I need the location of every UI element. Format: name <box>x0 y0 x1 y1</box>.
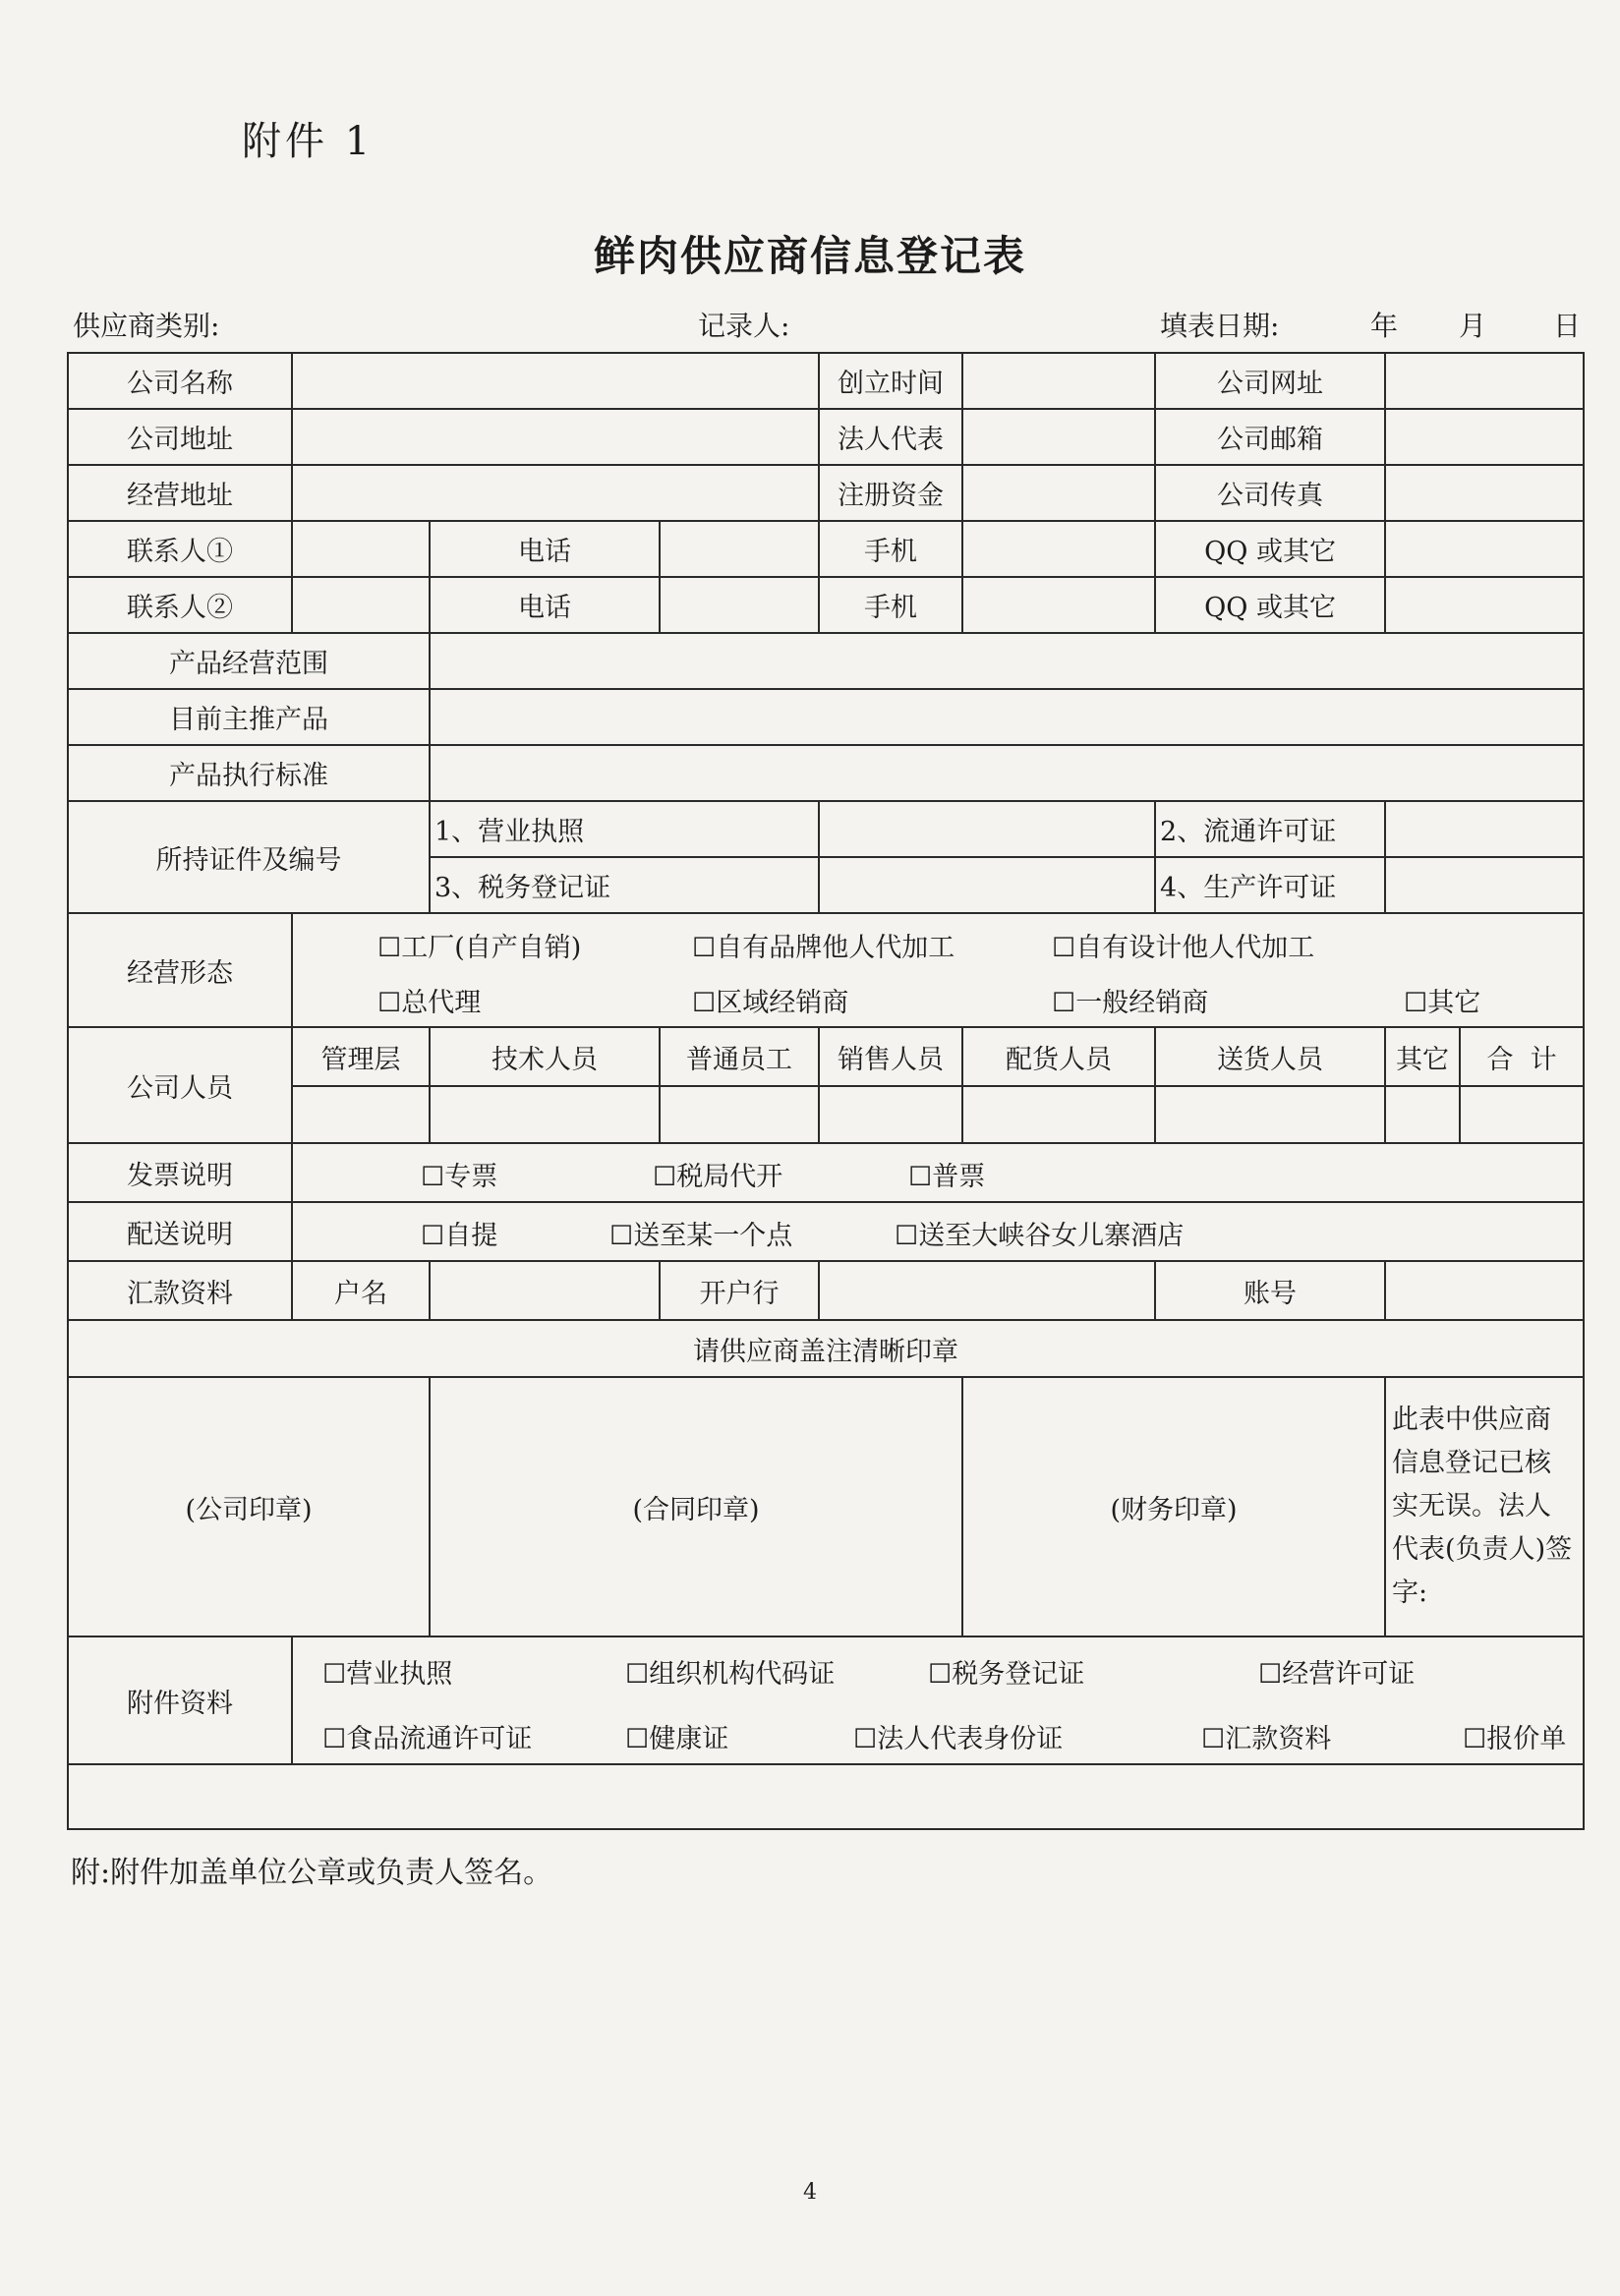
contact1-phone-field[interactable] <box>660 521 819 577</box>
contact1-mobile-field[interactable] <box>962 521 1155 577</box>
checkbox-remittance-info[interactable]: ☐ 汇款资料 <box>1201 1717 1331 1755</box>
contact1-field[interactable] <box>292 521 430 577</box>
legal-rep-field[interactable] <box>962 409 1155 465</box>
contact2-mobile-field[interactable] <box>962 577 1155 633</box>
contact1-qq-field[interactable] <box>1385 521 1584 577</box>
contact2-qq-label: QQ 或其它 <box>1155 577 1385 633</box>
contract-stamp-area[interactable]: (合同印章) <box>430 1377 962 1636</box>
staff-col-tech: 技术人员 <box>430 1027 660 1086</box>
staff-col-total: 合 计 <box>1460 1027 1584 1086</box>
staff-sales-field[interactable] <box>819 1086 962 1143</box>
staff-col-regular: 普通员工 <box>660 1027 819 1086</box>
reg-capital-field[interactable] <box>962 465 1155 521</box>
checkbox-special-invoice[interactable]: ☐ 专票 <box>421 1155 497 1193</box>
contact2-field[interactable] <box>292 577 430 633</box>
founded-field[interactable] <box>962 353 1155 409</box>
fax-label: 公司传真 <box>1155 465 1385 521</box>
checkbox-health-cert[interactable]: ☐ 健康证 <box>625 1717 728 1755</box>
finance-stamp-area[interactable]: (财务印章) <box>962 1377 1385 1636</box>
day-label: 日 <box>1553 310 1582 342</box>
cert4-label: 4、生产许可证 <box>1155 857 1385 913</box>
company-name-field[interactable] <box>292 353 819 409</box>
account-no-field[interactable] <box>1385 1261 1584 1320</box>
main-products-label: 目前主推产品 <box>68 689 430 745</box>
registration-table <box>67 352 1585 1830</box>
invoice-label: 发票说明 <box>68 1143 292 1202</box>
checkbox-own-design[interactable]: ☐ 自有设计他人代加工 <box>1052 926 1314 964</box>
account-name-field[interactable] <box>430 1261 660 1320</box>
page-number: 4 <box>803 2180 817 2205</box>
business-form-label: 经营形态 <box>68 913 292 1027</box>
cert4-field[interactable] <box>1385 857 1584 913</box>
supplier-type-label: 供应商类别: <box>73 310 220 342</box>
attachments-label: 附件资料 <box>68 1636 292 1764</box>
website-label: 公司网址 <box>1155 353 1385 409</box>
account-no-label: 账号 <box>1155 1261 1385 1320</box>
recorder-label: 记录人: <box>698 310 790 342</box>
contact1-label: 联系人① <box>68 521 292 577</box>
staff-col-sales: 销售人员 <box>819 1027 962 1086</box>
checkbox-deliver-hotel[interactable]: ☐ 送至大峡谷女儿寨酒店 <box>895 1214 1184 1252</box>
staff-tech-field[interactable] <box>430 1086 660 1143</box>
checkbox-normal-invoice[interactable]: ☐ 普票 <box>908 1155 985 1193</box>
contact2-phone-label: 电话 <box>430 577 660 633</box>
checkbox-legal-rep-id[interactable]: ☐ 法人代表身份证 <box>853 1717 1063 1755</box>
attachment-options <box>292 1636 1584 1764</box>
legal-rep-label: 法人代表 <box>819 409 962 465</box>
website-field[interactable] <box>1385 353 1584 409</box>
cert3-field[interactable] <box>819 857 1155 913</box>
checkbox-other[interactable]: ☐ 其它 <box>1404 981 1480 1019</box>
business-address-label: 经营地址 <box>68 465 292 521</box>
business-address-field[interactable] <box>292 465 819 521</box>
checkbox-factory[interactable]: ☐ 工厂(自产自销) <box>377 926 581 964</box>
company-address-label: 公司地址 <box>68 409 292 465</box>
checkbox-operating-permit[interactable]: ☐ 经营许可证 <box>1258 1652 1415 1691</box>
staff-delivery-field[interactable] <box>1155 1086 1385 1143</box>
cert2-label: 2、流通许可证 <box>1155 801 1385 857</box>
checkbox-business-license[interactable]: ☐ 营业执照 <box>322 1652 452 1691</box>
fill-date-label: 填表日期: <box>1160 310 1280 342</box>
email-label: 公司邮箱 <box>1155 409 1385 465</box>
staff-total-field[interactable] <box>1460 1086 1584 1143</box>
contact1-mobile-label: 手机 <box>819 521 962 577</box>
attachment-label: 附件 1 <box>242 119 375 164</box>
email-field[interactable] <box>1385 409 1584 465</box>
month-label: 月 <box>1459 310 1487 342</box>
contact1-phone-label: 电话 <box>430 521 660 577</box>
checkbox-quotation[interactable]: ☐ 报价单 <box>1463 1717 1566 1755</box>
contact1-qq-label: QQ 或其它 <box>1155 521 1385 577</box>
product-standard-label: 产品执行标准 <box>68 745 430 801</box>
cert1-field[interactable] <box>819 801 1155 857</box>
checkbox-self-pickup[interactable]: ☐ 自提 <box>421 1214 497 1252</box>
company-stamp-area[interactable]: (公司印章) <box>68 1377 430 1636</box>
verification-note: 此表中供应商信息登记已核实无误。法人代表(负责人)签字: <box>1385 1377 1584 1636</box>
blank-bottom-row[interactable] <box>68 1764 1584 1829</box>
contact2-label: 联系人② <box>68 577 292 633</box>
checkbox-own-brand[interactable]: ☐ 自有品牌他人代加工 <box>692 926 955 964</box>
checkbox-general-agent[interactable]: ☐ 总代理 <box>377 981 481 1019</box>
founded-label: 创立时间 <box>819 353 962 409</box>
product-scope-label: 产品经营范围 <box>68 633 430 689</box>
checkbox-tax-registration[interactable]: ☐ 税务登记证 <box>928 1652 1084 1691</box>
contact2-phone-field[interactable] <box>660 577 819 633</box>
fax-field[interactable] <box>1385 465 1584 521</box>
reg-capital-label: 注册资金 <box>819 465 962 521</box>
company-name-label: 公司名称 <box>68 353 292 409</box>
business-form-options <box>292 913 1584 1027</box>
main-products-field[interactable] <box>430 689 1584 745</box>
bank-field[interactable] <box>819 1261 1155 1320</box>
staff-label: 公司人员 <box>68 1027 292 1143</box>
company-address-field[interactable] <box>292 409 819 465</box>
checkbox-tax-bureau-invoice[interactable]: ☐ 税局代开 <box>653 1155 782 1193</box>
cert3-label: 3、税务登记证 <box>430 857 819 913</box>
form-title: 鲜肉供应商信息登记表 <box>593 232 1026 280</box>
bank-label: 开户行 <box>660 1261 819 1320</box>
year-label: 年 <box>1370 310 1399 342</box>
checkbox-food-permit[interactable]: ☐ 食品流通许可证 <box>322 1717 532 1755</box>
staff-col-other: 其它 <box>1385 1027 1460 1086</box>
checkbox-org-code[interactable]: ☐ 组织机构代码证 <box>625 1652 835 1691</box>
checkbox-deliver-point[interactable]: ☐ 送至某一个点 <box>609 1214 792 1252</box>
certs-label: 所持证件及编号 <box>68 801 430 913</box>
product-scope-field[interactable] <box>430 633 1584 689</box>
staff-col-delivery: 送货人员 <box>1155 1027 1385 1086</box>
contact2-mobile-label: 手机 <box>819 577 962 633</box>
remittance-label: 汇款资料 <box>68 1261 292 1320</box>
stamp-request: 请供应商盖注清晰印章 <box>68 1320 1584 1377</box>
product-standard-field[interactable] <box>430 745 1584 801</box>
account-name-label: 户名 <box>292 1261 430 1320</box>
invoice-options <box>292 1143 1584 1202</box>
staff-distribution-field[interactable] <box>962 1086 1155 1143</box>
staff-management-field[interactable] <box>292 1086 430 1143</box>
delivery-options <box>292 1202 1584 1261</box>
cert1-label: 1、营业执照 <box>430 801 819 857</box>
footnote: 附:附件加盖单位公章或负责人签名。 <box>71 1856 553 1890</box>
contact2-qq-field[interactable] <box>1385 577 1584 633</box>
delivery-label: 配送说明 <box>68 1202 292 1261</box>
checkbox-regional-dealer[interactable]: ☐ 区域经销商 <box>692 981 848 1019</box>
cert2-field[interactable] <box>1385 801 1584 857</box>
checkbox-general-dealer[interactable]: ☐ 一般经销商 <box>1052 981 1208 1019</box>
staff-col-management: 管理层 <box>292 1027 430 1086</box>
staff-other-field[interactable] <box>1385 1086 1460 1143</box>
staff-regular-field[interactable] <box>660 1086 819 1143</box>
staff-col-distribution: 配货人员 <box>962 1027 1155 1086</box>
